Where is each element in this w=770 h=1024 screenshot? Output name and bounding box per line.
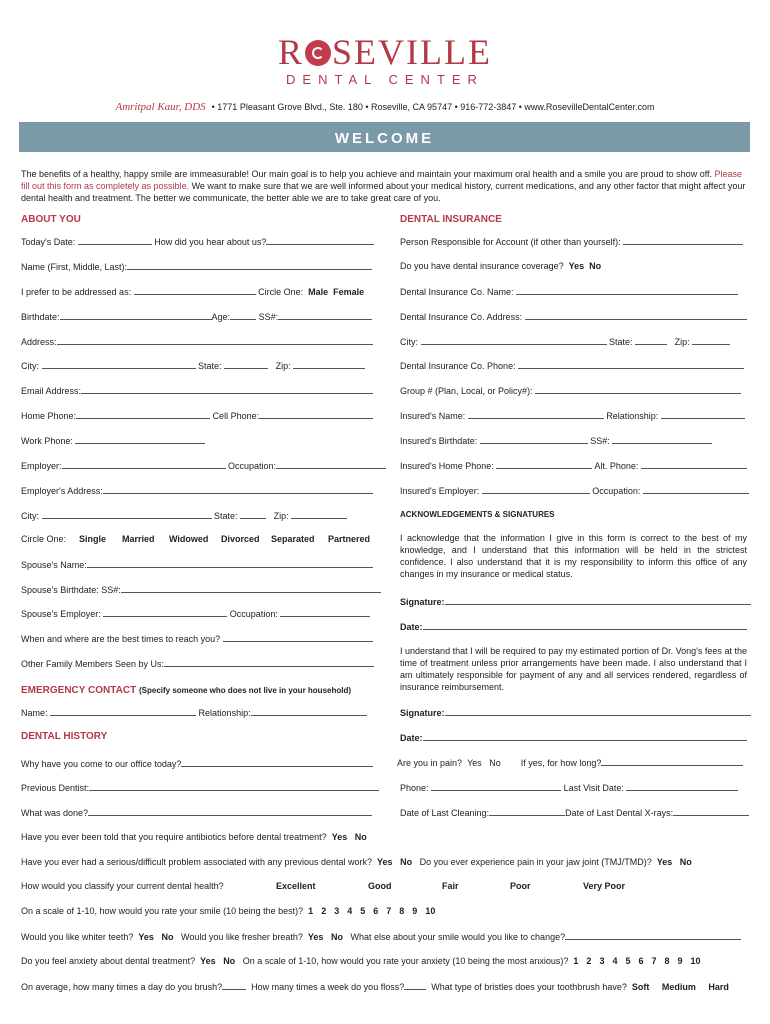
full-name-field[interactable]: [21, 261, 372, 272]
group-label: Group # (Plan, Local, or Policy#):: [400, 386, 533, 396]
acknowledgements-heading: ACKNOWLEDGEMENTS & SIGNATURES: [400, 510, 555, 519]
coverage-no-option[interactable]: No: [589, 261, 602, 271]
alt-phone-label: Alt. Phone:: [594, 461, 639, 471]
employer-state-label: State:: [214, 511, 238, 521]
widowed-option[interactable]: Widowed: [169, 534, 209, 544]
circle-one-label: Circle One:: [258, 287, 304, 297]
email-label: Email Address:: [21, 386, 82, 396]
anxiety-question: [21, 956, 709, 966]
smile-scale-option-5[interactable]: 5: [360, 906, 366, 916]
employer-zip-label: Zip:: [273, 511, 289, 521]
emergency-name-field[interactable]: [21, 707, 367, 718]
date2-field[interactable]: [400, 732, 747, 743]
best-times-field[interactable]: [21, 633, 373, 644]
insured-birth-label: Insured's Birthdate:: [400, 436, 478, 446]
practice-address: • 1771 Pleasant Grove Blvd., Ste. 180 • Roseville, CA 95747 • 916-772-3847 • www.RosevilleDentalCenter.com: [211, 102, 655, 112]
payment-text: I understand that I will be required to pay my estimated portion of Dr. Vong's fees at the time of treatment unless prior arrangements have been made. I also understand that I am ultimately responsible for payment of any and all services rendered, regardless of insurance reimbursement.: [400, 646, 747, 692]
employer-address-field[interactable]: [21, 485, 373, 496]
whiter-label: Would you like whiter teeth?: [21, 932, 134, 942]
family-members-field[interactable]: [21, 658, 374, 669]
anxiety-scale-option-10[interactable]: 10: [690, 956, 701, 966]
work-phone-field[interactable]: [21, 435, 205, 446]
occupation-label: Occupation:: [228, 461, 277, 471]
welcome-banner: WELCOME: [19, 122, 750, 152]
antibiotics-label: Have you ever been told that you require antibiotics before dental treatment?: [21, 832, 327, 842]
anxiety-scale-options[interactable]: [573, 956, 708, 966]
insured-occupation-label: Occupation:: [592, 486, 641, 496]
partnered-option[interactable]: Partnered: [328, 534, 371, 544]
spouse-birth-field[interactable]: [21, 584, 381, 595]
fresher-no-option[interactable]: No: [330, 932, 343, 942]
anxiety-scale-option-2[interactable]: 2: [586, 956, 592, 966]
signature-field[interactable]: [400, 596, 751, 607]
pain-no-option[interactable]: No: [489, 758, 501, 768]
smile-scale-option-1[interactable]: 1: [308, 906, 314, 916]
soft-option[interactable]: Soft: [631, 982, 650, 992]
birthdate-field[interactable]: [21, 311, 372, 322]
how-long-label: If yes, for how long?: [520, 758, 602, 768]
smile-scale-label: On a scale of 1-10, how would you rate your smile (10 being the best)?: [21, 906, 304, 916]
classify-label: How would you classify your current dental health?: [21, 881, 224, 891]
intro-highlight: Please fill out this form as completely as possible.: [21, 169, 743, 191]
smile-scale-option-10[interactable]: 10: [425, 906, 436, 916]
emergency-title: EMERGENCY CONTACT: [21, 685, 137, 696]
whiter-no-option[interactable]: No: [161, 932, 174, 942]
male-option[interactable]: Male: [308, 287, 329, 297]
family-label: Other Family Members Seen by Us:: [21, 659, 165, 669]
insured-employer-field[interactable]: [400, 485, 749, 496]
spouse-employer-field[interactable]: [21, 608, 370, 619]
insured-birth-field[interactable]: [400, 435, 712, 446]
acknowledgement-text: I acknowledge that the information I give in this form is correct to the best of my knowledge, and I understand that this information will be held in the strictest confidence. I also understand that it is my responsibility to inform this office of any changes in my insurance or medical status.: [400, 533, 747, 579]
anxiety-scale-option-5[interactable]: 5: [625, 956, 631, 966]
insurance-zip-label: Zip:: [674, 337, 690, 347]
dental-health-question: [21, 881, 741, 893]
logo: [0, 34, 770, 87]
signature2-label: Signature:: [400, 708, 445, 718]
smile-scale-option-3[interactable]: 3: [334, 906, 340, 916]
logo-subtitle: DENTAL CENTER: [286, 72, 484, 87]
insured-home-label: Insured's Home Phone:: [400, 461, 494, 471]
fresher-yes-option[interactable]: Yes: [307, 932, 324, 942]
logo-swirl-icon: [305, 40, 331, 66]
married-option[interactable]: Married: [122, 534, 155, 544]
emergency-name-label: Name:: [21, 708, 48, 718]
dental-history-heading: DENTAL HISTORY: [21, 731, 108, 742]
dentist-phone-field[interactable]: [400, 782, 738, 793]
single-option[interactable]: Single: [79, 534, 107, 544]
previous-dentist-label: Previous Dentist:: [21, 783, 90, 793]
group-number-field[interactable]: [400, 385, 741, 396]
city-state-zip-field[interactable]: [21, 360, 365, 371]
floss-label: How many times a week do you floss?: [251, 982, 405, 992]
pain-yes-option[interactable]: Yes: [467, 758, 482, 768]
employer-label: Employer:: [21, 461, 62, 471]
coverage-label: Do you have dental insurance coverage?: [400, 261, 564, 271]
intro-text: [21, 168, 748, 204]
insurance-state-label: State:: [609, 337, 633, 347]
last-cleaning-field[interactable]: [400, 807, 749, 818]
coverage-yes-option[interactable]: Yes: [568, 261, 585, 271]
date-field[interactable]: [400, 621, 747, 632]
employer-field[interactable]: [21, 460, 386, 471]
employer-city-label: City:: [21, 511, 39, 521]
todays-date-label: Today's Date:: [21, 237, 76, 247]
marital-status-field: [21, 534, 371, 544]
preferred-name-field[interactable]: [21, 286, 364, 297]
about-you-heading: ABOUT YOU: [21, 214, 81, 225]
tmj-no-option[interactable]: No: [679, 857, 692, 867]
spouse-ss-label: SS#:: [101, 585, 121, 595]
antibiotics-question: [21, 832, 367, 842]
anxiety-no-option[interactable]: No: [223, 956, 236, 966]
emergency-contact-heading: [21, 685, 351, 696]
marital-label: Circle One:: [21, 534, 67, 544]
separated-option[interactable]: Separated: [271, 534, 315, 544]
doctor-name: Amritpal Kaur, DDS: [115, 101, 206, 113]
emergency-relationship-label: Relationship:: [198, 708, 251, 718]
insurance-city-field[interactable]: [400, 336, 730, 347]
poor-option[interactable]: Poor: [510, 881, 531, 891]
responsible-label: Person Responsible for Account (if other than yourself):: [400, 237, 621, 247]
insurance-phone-label: Dental Insurance Co. Phone:: [400, 361, 516, 371]
brush-label: On average, how many times a day do you brush?: [21, 982, 223, 992]
smile-scale-option-8[interactable]: 8: [399, 906, 405, 916]
insured-name-label: Insured's Name:: [400, 411, 466, 421]
pain-label: Are you in pain?: [397, 758, 463, 768]
previous-dentist-field[interactable]: [21, 782, 379, 793]
spouse-name-label: Spouse's Name:: [21, 560, 87, 570]
signature-label: Signature:: [400, 597, 445, 607]
employer-city-field[interactable]: [21, 510, 347, 521]
medium-option[interactable]: Medium: [661, 982, 696, 992]
intro-part1: The benefits of a healthy, happy smile are immeasurable! Our main goal is to help you achieve and maintain your maximum oral health and a smile you are proud to show off.: [21, 169, 715, 179]
smile-scale-option-9[interactable]: 9: [412, 906, 418, 916]
what-done-field[interactable]: [21, 807, 372, 818]
hard-option[interactable]: Hard: [708, 982, 729, 992]
best-times-label: When and where are the best times to reach you?: [21, 634, 221, 644]
anxiety-yes-option[interactable]: Yes: [200, 956, 216, 966]
whiter-yes-option[interactable]: Yes: [138, 932, 154, 942]
anxiety-scale-option-9[interactable]: 9: [677, 956, 683, 966]
logo-text-start: R: [278, 32, 305, 72]
anxiety-scale-label: On a scale of 1-10, how would you rate your anxiety (10 being the most anxious)?: [242, 956, 569, 966]
smile-scale-option-2[interactable]: 2: [321, 906, 327, 916]
tmj-yes-option[interactable]: Yes: [656, 857, 673, 867]
insured-home-phone-field[interactable]: [400, 460, 747, 471]
logo-text-end: SEVILLE: [332, 32, 492, 72]
smile-rating-question: [21, 906, 443, 916]
smile-scale-option-7[interactable]: 7: [386, 906, 392, 916]
home-phone-label: Home Phone:: [21, 411, 77, 421]
serious-yes-option[interactable]: Yes: [377, 857, 393, 867]
insured-relationship-label: Relationship:: [606, 411, 659, 421]
anxiety-scale-option-8[interactable]: 8: [664, 956, 670, 966]
spouse-employer-label: Spouse's Employer:: [21, 609, 101, 619]
practice-info: [0, 101, 770, 113]
smile-scale-option-4[interactable]: 4: [347, 906, 353, 916]
visit-reason-field[interactable]: [21, 758, 373, 769]
hear-label: How did you hear about us?: [154, 237, 267, 247]
insurance-name-field[interactable]: [400, 286, 738, 297]
dentist-phone-label: Phone:: [400, 783, 429, 793]
name-label: Name (First, Middle, Last):: [21, 262, 128, 272]
divorced-option[interactable]: Divorced: [221, 534, 260, 544]
employer-address-label: Employer's Address:: [21, 486, 103, 496]
spouse-name-field[interactable]: [21, 559, 373, 570]
smile-scale-option-6[interactable]: 6: [373, 906, 379, 916]
smile-scale-options[interactable]: [308, 906, 443, 916]
signature2-field[interactable]: [400, 707, 751, 718]
insurance-name-label: Dental Insurance Co. Name:: [400, 287, 514, 297]
anxiety-label: Do you feel anxiety about dental treatment?: [21, 956, 196, 966]
email-field[interactable]: [21, 385, 373, 396]
serious-label: Have you ever had a serious/difficult problem associated with any previous dental work?: [21, 857, 373, 867]
brushing-question: [21, 981, 729, 992]
age-label: Age:: [211, 312, 231, 322]
prefer-label: I prefer to be addressed as:: [21, 287, 132, 297]
good-option[interactable]: Good: [368, 881, 392, 891]
what-done-label: What was done?: [21, 808, 89, 818]
home-cell-phone-field[interactable]: [21, 410, 373, 421]
serious-problem-question: [21, 857, 692, 867]
anxiety-scale-option-3[interactable]: 3: [599, 956, 605, 966]
coverage-field: [400, 261, 601, 271]
work-phone-label: Work Phone:: [21, 436, 73, 446]
insurance-address-label: Dental Insurance Co. Address:: [400, 312, 523, 322]
fresher-label: Would you like fresher breath?: [180, 932, 303, 942]
insurance-city-label: City:: [400, 337, 418, 347]
tmj-label: Do you ever experience pain in your jaw joint (TMJ/TMD)?: [419, 857, 652, 867]
ss-label: SS#:: [258, 312, 279, 322]
emergency-note: (Specify someone who does not live in your household): [138, 686, 352, 695]
date2-label: Date:: [400, 733, 423, 743]
state-label: State:: [198, 361, 222, 371]
address-field[interactable]: [21, 336, 373, 347]
anxiety-scale-option-7[interactable]: 7: [651, 956, 657, 966]
anxiety-scale-option-4[interactable]: 4: [612, 956, 618, 966]
fair-option[interactable]: Fair: [442, 881, 459, 891]
insurance-address-field[interactable]: [400, 311, 747, 322]
last-xrays-label: Date of Last Dental X-rays:: [565, 808, 674, 818]
responsible-field[interactable]: [400, 236, 743, 247]
intro-part3: We want to make sure that we are well informed about your medical history, current medications, and any other factor that might affect your dental health and treatment. The better we communicate, the better able we are to take great care of you.: [21, 181, 746, 203]
antibiotics-no-option[interactable]: No: [354, 832, 367, 842]
birthdate-label: Birthdate:: [21, 312, 60, 322]
insured-ss-label: SS#:: [590, 436, 610, 446]
change-label: What else about your smile would you like to change?: [350, 932, 566, 942]
todays-date-field[interactable]: [21, 236, 374, 247]
anxiety-scale-option-1[interactable]: 1: [573, 956, 579, 966]
spouse-birth-label: Spouse's Birthdate:: [21, 585, 99, 595]
insured-employer-label: Insured's Employer:: [400, 486, 480, 496]
insurance-phone-field[interactable]: [400, 360, 744, 371]
excellent-option[interactable]: Excellent: [276, 881, 316, 891]
date-label: Date:: [400, 622, 423, 632]
visit-reason-label: Why have you come to our office today?: [21, 759, 182, 769]
bristles-label: What type of bristles does your toothbrush have?: [431, 982, 627, 992]
very-poor-option[interactable]: Very Poor: [583, 881, 626, 891]
cell-phone-label: Cell Phone:: [212, 411, 260, 421]
spouse-occupation-label: Occupation:: [229, 609, 278, 619]
serious-no-option[interactable]: No: [400, 857, 413, 867]
female-option[interactable]: Female: [333, 287, 365, 297]
last-cleaning-label: Date of Last Cleaning:: [400, 808, 490, 818]
pain-field[interactable]: [397, 757, 743, 768]
zip-label: Zip:: [275, 361, 291, 371]
last-visit-label: Last Visit Date:: [563, 783, 624, 793]
whiter-teeth-question: [21, 931, 741, 942]
city-label: City:: [21, 361, 39, 371]
insured-name-field[interactable]: [400, 410, 745, 421]
dental-insurance-heading: DENTAL INSURANCE: [400, 214, 502, 225]
address-label: Address:: [21, 337, 57, 347]
anxiety-scale-option-6[interactable]: 6: [638, 956, 644, 966]
antibiotics-yes-option[interactable]: Yes: [331, 832, 348, 842]
